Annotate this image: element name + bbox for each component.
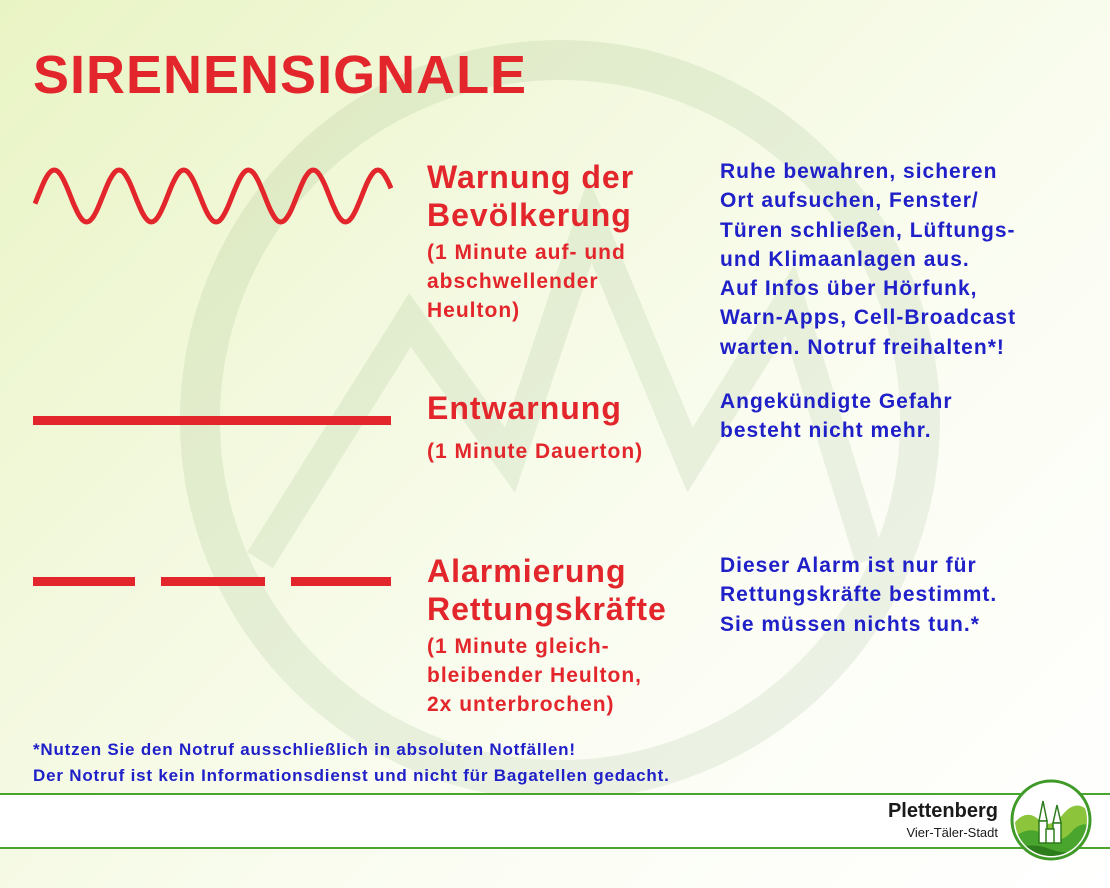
- signal-warning-advice: Ruhe bewahren, sicheren Ort aufsuchen, Fenster/ Türen schließen, Lüftungs- und Klimaanlagen aus. Auf Infos über Hörfunk, Warn-Apps, Cell-Broadcast warten. Notruf freihalten*!: [720, 160, 1017, 359]
- dashed-line-icon: [33, 575, 393, 589]
- signal-warning-heading: Warnung der Bevölkerung: [427, 159, 635, 233]
- city-name: Plettenberg: [887, 800, 998, 822]
- solid-line-icon: [33, 414, 393, 428]
- signal-all-clear-detail: (1 Minute Dauerton): [427, 440, 644, 463]
- plettenberg-logo: [1010, 779, 1092, 861]
- signal-rescue-alert-detail: (1 Minute gleich- bleibender Heulton, 2x unterbrochen): [427, 635, 643, 716]
- signal-all-clear-advice: Angekündigte Gefahr besteht nicht mehr.: [720, 390, 953, 443]
- signal-all-clear-heading: Entwarnung: [427, 390, 622, 426]
- wave-line-icon: [33, 163, 393, 229]
- city-brand: [888, 800, 998, 840]
- footnote: *Nutzen Sie den Notruf ausschließlich in absoluten Notfällen! Der Notruf ist kein Informationsdienst und nicht für Bagatellen gedacht.: [33, 740, 670, 785]
- city-subtitle: Vier-Täler-Stadt: [906, 825, 998, 840]
- page-title: SIRENENSIGNALE: [33, 45, 528, 105]
- signal-rescue-alert-advice: Dieser Alarm ist nur für Rettungskräfte bestimmt. Sie müssen nichts tun.*: [720, 554, 998, 636]
- signal-warning-detail: (1 Minute auf- und abschwellender Heulton): [427, 241, 626, 322]
- signal-rescue-alert-heading: Alarmierung Rettungskräfte: [427, 553, 667, 627]
